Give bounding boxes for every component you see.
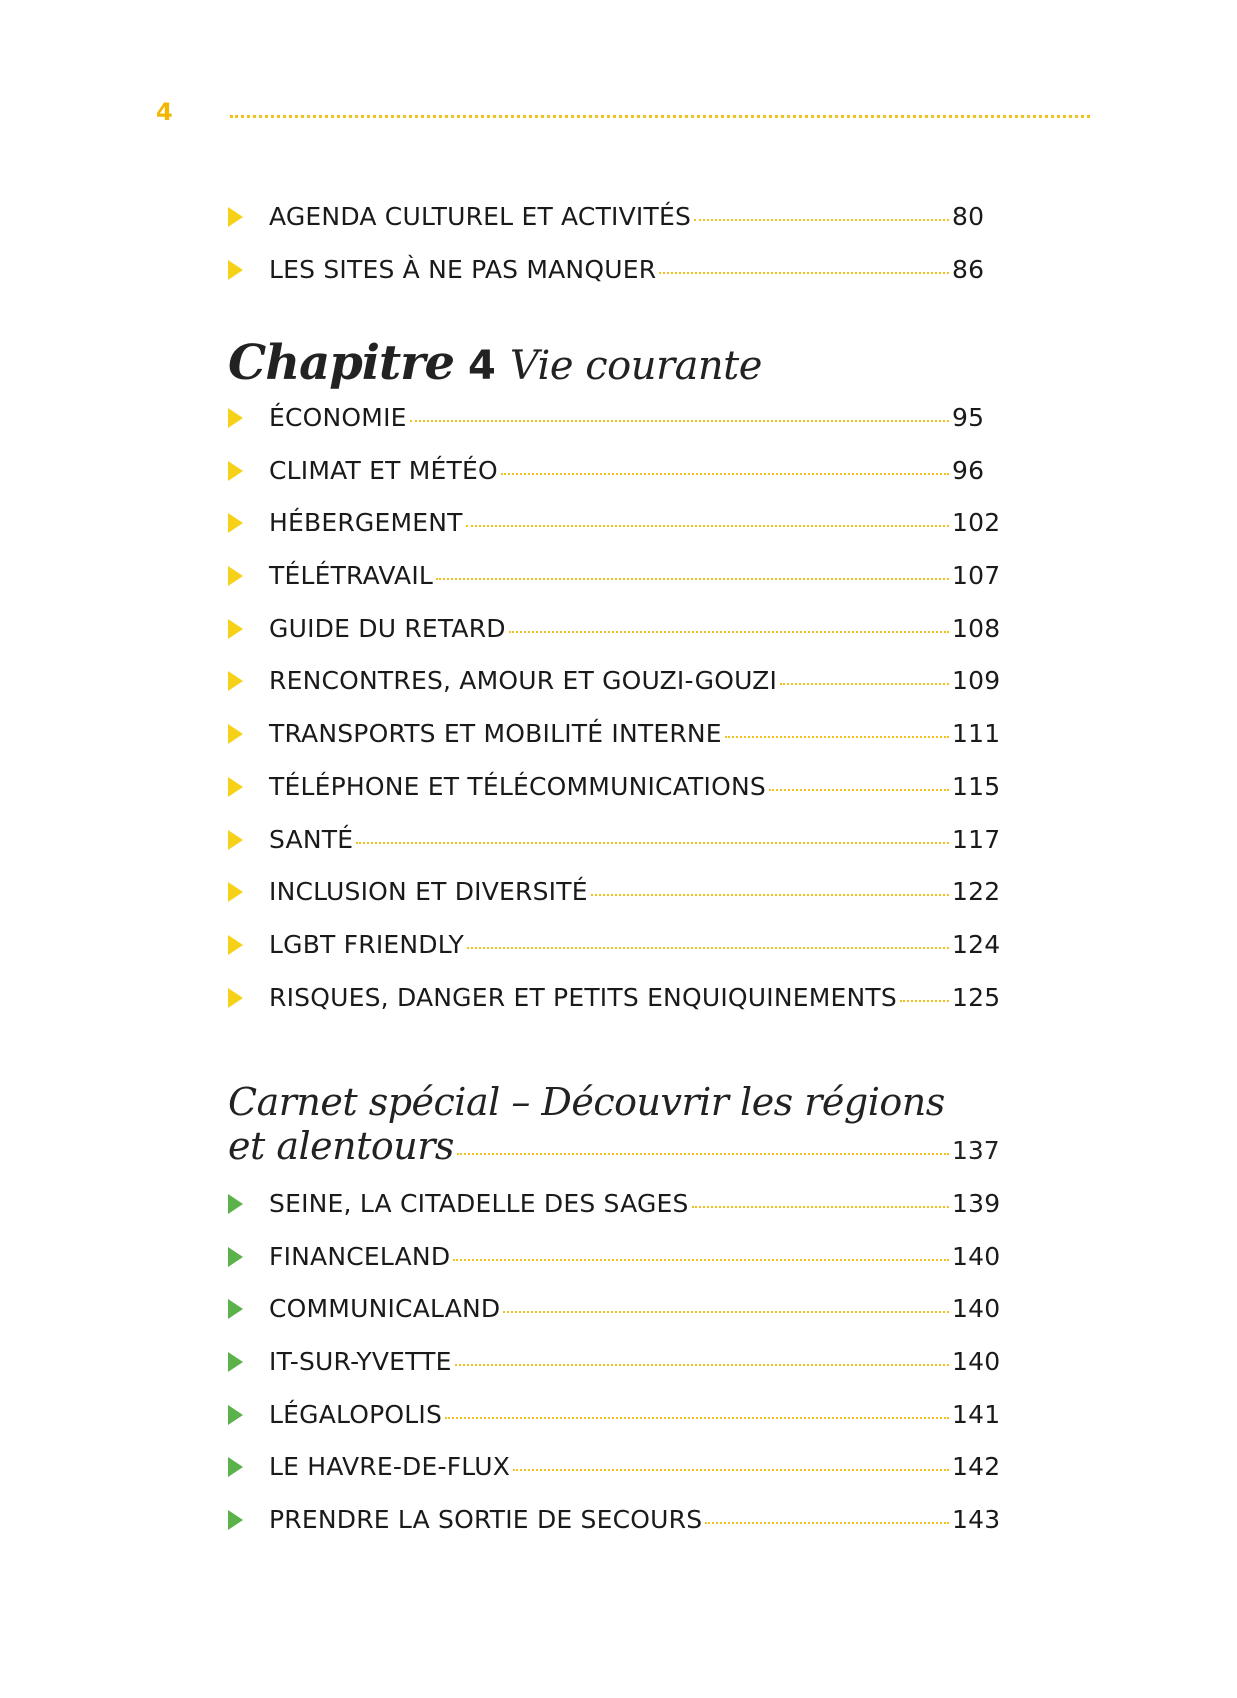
special-title <box>228 1080 998 1168</box>
toc-entry-page: 122 <box>952 877 1001 907</box>
toc-entry[interactable] <box>228 929 1001 983</box>
toc-section-special <box>228 1189 1001 1558</box>
triangle-right-icon <box>228 882 243 902</box>
toc-entry[interactable] <box>228 771 1001 825</box>
dotted-leader <box>453 1259 949 1261</box>
dotted-leader <box>356 842 949 844</box>
toc-entry[interactable] <box>228 666 1001 719</box>
special-title-page: 137 <box>952 1136 1000 1165</box>
chapter-word: Chapitre <box>228 335 454 391</box>
toc-entry-page: 80 <box>952 202 985 231</box>
special-title-line1: Carnet spécial – Découvrir les régions <box>228 1080 945 1124</box>
page-header <box>156 98 1090 130</box>
toc-entry-label: GUIDE DU RETARD <box>269 613 506 643</box>
dotted-leader <box>509 631 949 633</box>
triangle-right-icon <box>228 513 243 533</box>
special-title-entry[interactable] <box>228 1124 998 1168</box>
dotted-leader <box>457 1153 949 1155</box>
triangle-right-icon <box>228 830 243 850</box>
dotted-leader <box>436 578 949 580</box>
toc-entry[interactable] <box>228 613 1001 667</box>
triangle-right-icon <box>228 566 243 586</box>
triangle-right-icon <box>228 1352 243 1372</box>
triangle-right-icon <box>228 619 243 639</box>
toc-entry-page: 102 <box>952 508 1001 538</box>
special-title-line2: et alentours <box>228 1124 454 1168</box>
toc-entry[interactable] <box>228 1505 1001 1558</box>
triangle-right-icon <box>228 408 243 428</box>
triangle-right-icon <box>228 1194 243 1214</box>
toc-entry-page: 95 <box>952 403 985 432</box>
toc-entry[interactable] <box>228 1294 1001 1347</box>
toc-entry-label: COMMUNICALAND <box>269 1294 501 1324</box>
toc-entry-page: 141 <box>952 1399 1001 1429</box>
toc-entry[interactable] <box>228 1452 1001 1505</box>
triangle-right-icon <box>228 935 243 955</box>
toc-entry-label: LÉGALOPOLIS <box>269 1399 443 1429</box>
toc-entry-label: ÉCONOMIE <box>269 403 407 432</box>
triangle-right-icon <box>228 461 243 481</box>
triangle-right-icon <box>228 1247 243 1267</box>
toc-entry-page: 125 <box>952 982 1001 1012</box>
header-dotted-rule <box>230 115 1090 118</box>
toc-entry-label: INCLUSION ET DIVERSITÉ <box>269 877 588 907</box>
toc-entry-label: IT-SUR-YVETTE <box>269 1347 452 1377</box>
chapter-number: 4 <box>468 343 496 389</box>
toc-section-top <box>228 202 998 307</box>
dotted-leader <box>467 947 949 949</box>
triangle-right-icon <box>228 988 243 1008</box>
toc-entry-page: 140 <box>952 1347 1001 1377</box>
toc-entry-page: 140 <box>952 1241 1001 1271</box>
dotted-leader <box>591 894 949 896</box>
dotted-leader <box>445 1417 949 1419</box>
toc-entry[interactable] <box>228 824 1001 878</box>
triangle-right-icon <box>228 1457 243 1477</box>
dotted-leader <box>705 1522 949 1524</box>
toc-entry-label: RISQUES, DANGER ET PETITS ENQUIQUINEMENTS <box>269 982 897 1012</box>
toc-entry-label: LES SITES À NE PAS MANQUER <box>269 254 657 284</box>
toc-entry-page: 115 <box>952 771 1001 801</box>
toc-entry-page: 117 <box>952 824 1001 854</box>
toc-entry-page: 142 <box>952 1452 1001 1482</box>
triangle-right-icon <box>228 1405 243 1425</box>
toc-entry[interactable] <box>228 508 1001 561</box>
toc-entry[interactable] <box>228 456 998 509</box>
toc-entry[interactable] <box>228 982 1001 1036</box>
toc-entry-label: HÉBERGEMENT <box>269 508 463 538</box>
dotted-leader <box>692 1206 949 1208</box>
triangle-right-icon <box>228 671 243 691</box>
toc-entry-label: RENCONTRES, AMOUR ET GOUZI-GOUZI <box>269 666 778 696</box>
triangle-right-icon <box>228 777 243 797</box>
toc-entry-page: 109 <box>952 666 1001 696</box>
toc-entry[interactable] <box>228 719 1001 772</box>
triangle-right-icon <box>228 724 243 744</box>
toc-entry-label: PRENDRE LA SORTIE DE SECOURS <box>269 1505 703 1535</box>
dotted-leader <box>513 1469 949 1471</box>
toc-entry-page: 139 <box>952 1189 1001 1218</box>
toc-entry-label: AGENDA CULTUREL ET ACTIVITÉS <box>269 202 692 231</box>
dotted-leader <box>900 1000 949 1002</box>
dotted-leader <box>466 525 949 527</box>
toc-entry-label: TÉLÉPHONE ET TÉLÉCOMMUNICATIONS <box>269 771 766 801</box>
toc-section-chapter4 <box>228 403 1001 1035</box>
toc-entry[interactable] <box>228 255 998 308</box>
page-number: 4 <box>156 98 173 126</box>
toc-entry[interactable] <box>228 561 1001 614</box>
dotted-leader <box>725 736 949 738</box>
toc-entry[interactable] <box>228 1347 1001 1400</box>
toc-entry-page: 86 <box>952 254 985 284</box>
toc-entry-label: LGBT FRIENDLY <box>269 929 465 959</box>
dotted-leader <box>503 1311 949 1313</box>
chapter-subtitle: Vie courante <box>509 343 762 389</box>
triangle-right-icon <box>228 260 243 280</box>
toc-entry-page: 107 <box>952 561 1001 591</box>
toc-entry-label: TÉLÉTRAVAIL <box>269 561 434 591</box>
toc-entry[interactable] <box>228 1189 1001 1242</box>
toc-entry-page: 140 <box>952 1294 1001 1324</box>
triangle-right-icon <box>228 1299 243 1319</box>
dotted-leader <box>694 219 949 221</box>
triangle-right-icon <box>228 207 243 227</box>
dotted-leader <box>769 789 949 791</box>
toc-entry-page: 124 <box>952 929 1001 959</box>
toc-entry-label: TRANSPORTS ET MOBILITÉ INTERNE <box>269 719 722 749</box>
toc-entry[interactable] <box>228 403 998 456</box>
toc-entry-page: 111 <box>952 719 1001 749</box>
toc-entry-label: SANTÉ <box>269 824 354 854</box>
toc-entry[interactable] <box>228 202 998 255</box>
toc-entry-page: 143 <box>952 1505 1001 1535</box>
toc-entry[interactable] <box>228 1399 1001 1453</box>
toc-entry-page: 108 <box>952 613 1001 643</box>
dotted-leader <box>410 420 949 422</box>
toc-entry-label: CLIMAT ET MÉTÉO <box>269 455 498 485</box>
toc-entry[interactable] <box>228 877 1001 930</box>
toc-entry-label: FINANCELAND <box>269 1241 451 1271</box>
toc-entry-label: SEINE, LA CITADELLE DES SAGES <box>269 1189 689 1218</box>
dotted-leader <box>659 272 949 274</box>
triangle-right-icon <box>228 1510 243 1530</box>
dotted-leader <box>501 473 949 475</box>
toc-entry-page: 96 <box>952 455 985 485</box>
chapter-title <box>228 335 762 391</box>
toc-entry[interactable] <box>228 1241 1001 1295</box>
dotted-leader <box>455 1364 949 1366</box>
toc-entry-label: LE HAVRE-DE-FLUX <box>269 1452 511 1482</box>
dotted-leader <box>780 683 949 685</box>
